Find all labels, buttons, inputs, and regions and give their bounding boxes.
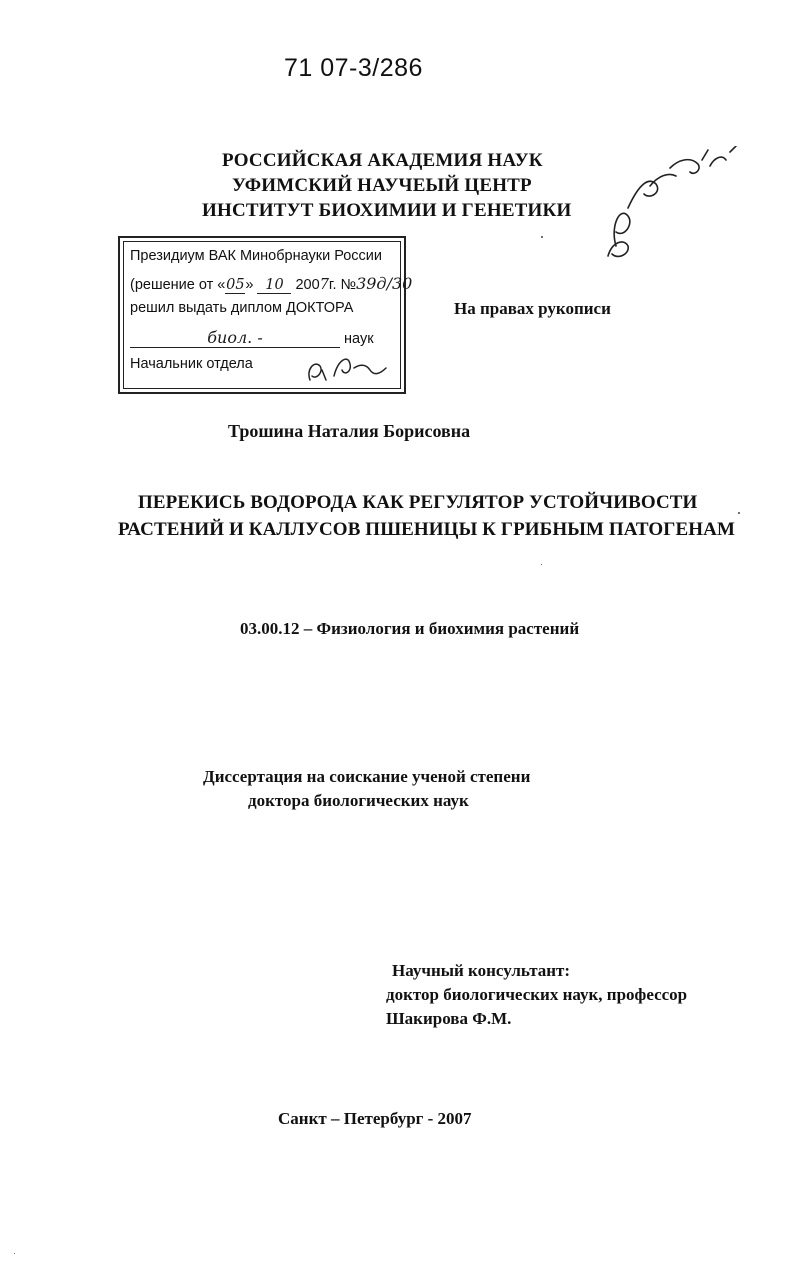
handwritten-signature-top <box>598 146 748 266</box>
stamp-number: 39д/30 <box>356 274 413 293</box>
org-line-institute: ИНСТИТУТ БИОХИМИИ И ГЕНЕТИКИ <box>202 200 572 221</box>
stamp-line-head: Начальник отдела <box>130 356 253 372</box>
stamp-line-diploma: решил выдать диплом ДОКТОРА <box>130 300 354 316</box>
ref-number: 71 07-3/286 <box>284 54 423 82</box>
stamp-line-field <box>130 328 374 348</box>
consultant-name: Шакирова Ф.М. <box>386 1009 512 1028</box>
consultant-label: Научный консультант: <box>392 961 571 980</box>
stamp-signature <box>304 350 394 386</box>
org-line-center: УФИМСКИЙ НАУЧЕЫЙ ЦЕНТР <box>232 175 532 196</box>
dissertation-line-1: Диссертация на соискание ученой степени <box>203 767 531 786</box>
stamp-decision-prefix: (решение от « <box>130 277 226 293</box>
org-line-academy: РОССИЙСКАЯ АКАДЕМИЯ НАУК <box>222 150 543 171</box>
stamp-line-presidium: Президиум ВАК Минобрнауки России <box>130 248 383 264</box>
title-line-1: ПЕРЕКИСЬ ВОДОРОДА КАК РЕГУЛЯТОР УСТОЙЧИВОСТИ <box>138 492 698 513</box>
author-name: Трошина Наталия Борисовна <box>228 421 471 441</box>
scan-speck <box>14 1253 15 1254</box>
dissertation-line-2: доктора биологических наук <box>248 791 469 810</box>
manuscript-rights: На правах рукописи <box>454 299 611 318</box>
stamp-month: 10 <box>257 277 291 294</box>
scan-speck <box>541 564 542 565</box>
scan-speck <box>738 512 740 514</box>
city-year: Санкт – Петербург - 2007 <box>278 1109 472 1128</box>
specialty: 03.00.12 – Физиология и биохимия растений <box>240 619 580 638</box>
stamp-year-digit: 7 <box>319 277 329 293</box>
stamp-num-label: г. № <box>328 277 357 293</box>
stamp-year-prefix: 200 <box>295 277 320 293</box>
title-line-2: РАСТЕНИЙ И КАЛЛУСОВ ПШЕНИЦЫ К ГРИБНЫМ ПАТОГЕНАМ <box>118 519 735 540</box>
stamp-field-suffix: наук <box>344 331 374 347</box>
approval-stamp <box>118 236 413 394</box>
stamp-mid1: » <box>245 277 254 293</box>
stamp-line-decision <box>130 274 412 294</box>
consultant-title: доктор биологических наук, профессор <box>386 985 688 1004</box>
scan-speck <box>541 236 543 238</box>
stamp-day: 05 <box>226 277 245 293</box>
stamp-field: биол. - <box>130 328 340 348</box>
